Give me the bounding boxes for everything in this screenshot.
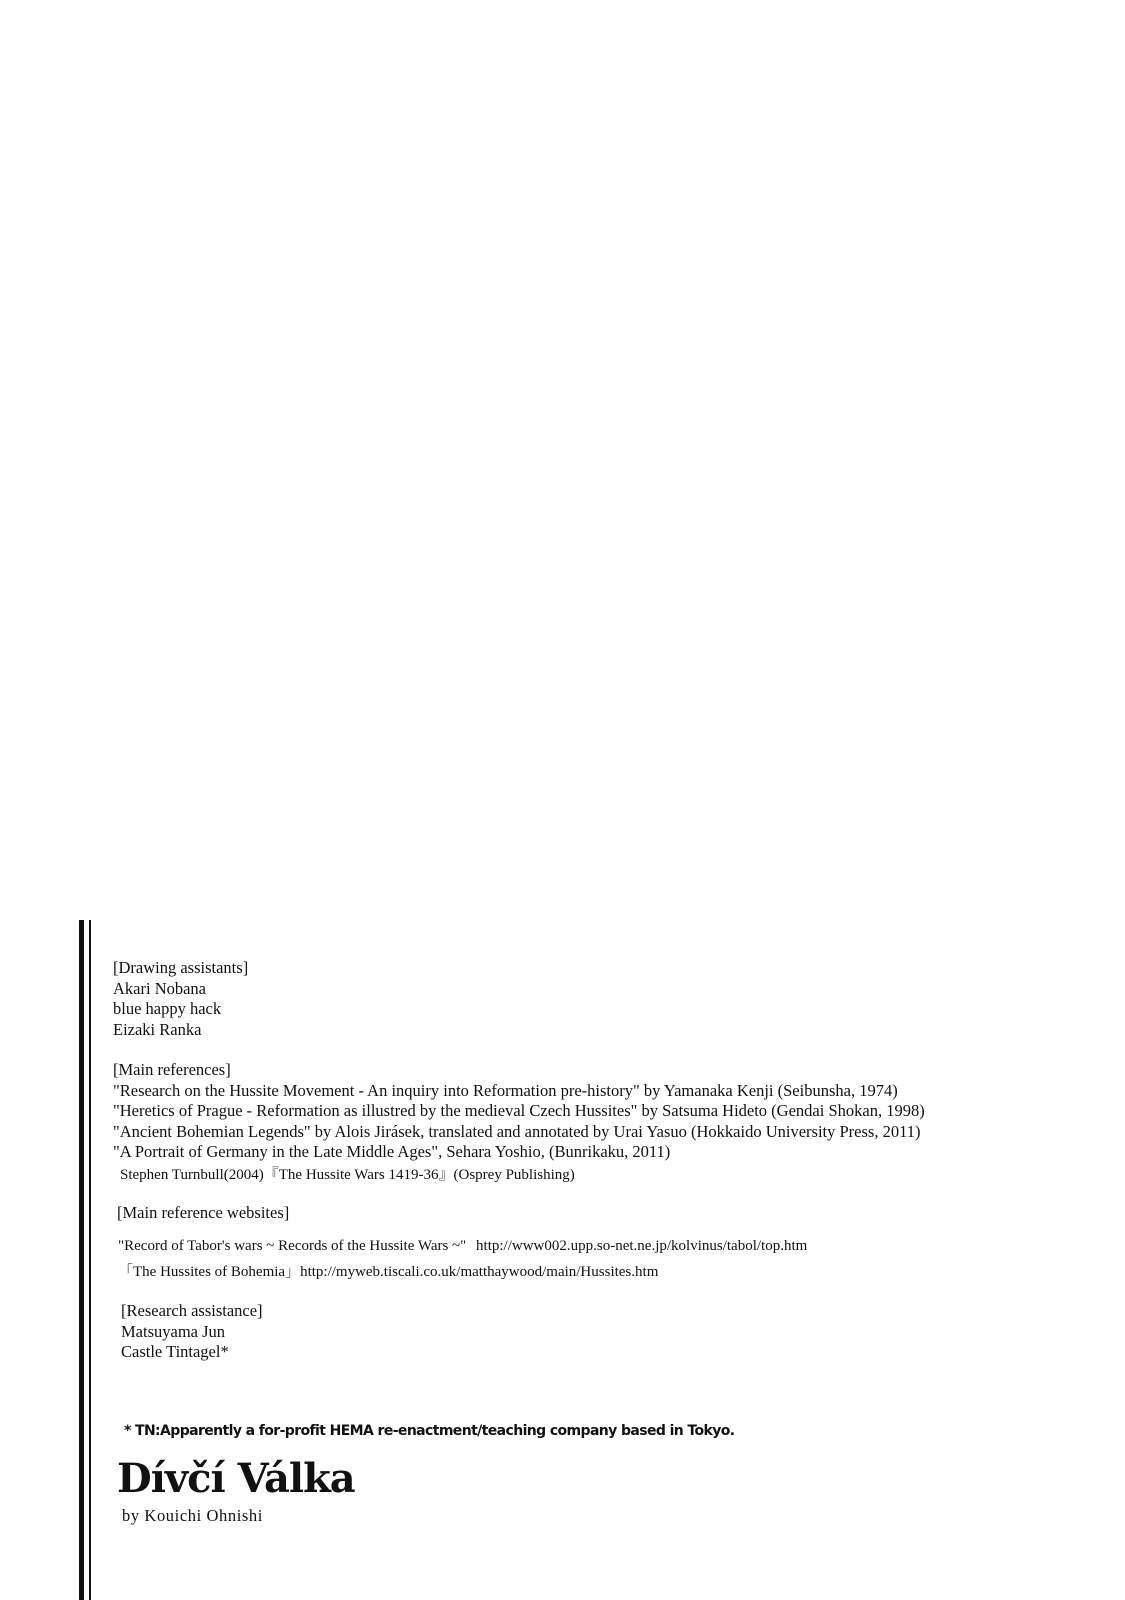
list-item: Akari Nobana	[113, 978, 207, 998]
list-item: "Heretics of Prague - Reformation as illustred by the medieval Czech Hussites" by Satsuma Hideto (Gendai Shokan, 1998)	[113, 1101, 925, 1120]
section-heading: [Main reference websites]	[117, 1203, 290, 1222]
website-title: "Record of Tabor's wars ~ Records of the Hussite Wars ~"	[118, 1238, 467, 1254]
left-border-thick	[79, 920, 84, 1600]
section-heading: [Main references]	[113, 1060, 231, 1079]
website-row	[118, 1262, 658, 1283]
list-item: "Research on the Hussite Movement - An inquiry into Reformation pre-history" by Yamanaka Kenji (Seibunsha, 1974)	[113, 1080, 898, 1100]
website-row	[118, 1236, 807, 1257]
list-item: Matsuyama Jun	[121, 1321, 226, 1341]
list-item: Castle Tintagel*	[121, 1342, 229, 1361]
drawing-assistants-section	[113, 958, 248, 1040]
section-heading: [Drawing assistants]	[113, 958, 249, 977]
list-item: "Ancient Bohemian Legends" by Alois Jirásek, translated and annotated by Urai Yasuo (Hokkaido University Press, 2011)	[113, 1121, 921, 1141]
research-assistance-section	[121, 1301, 263, 1363]
list-item: blue happy hack	[113, 999, 222, 1018]
byline: by Kouichi Ohnishi	[122, 1506, 263, 1525]
section-heading: [Research assistance]	[121, 1301, 263, 1320]
list-item: "A Portrait of Germany in the Late Middle Ages", Sehara Yoshio, (Bunrikaku, 2011)	[113, 1142, 671, 1161]
left-border-thin	[89, 920, 91, 1600]
website-title: 「The Hussites of Bohemia」	[118, 1264, 301, 1280]
main-references-section	[113, 1060, 925, 1163]
list-item: Eizaki Ranka	[113, 1019, 202, 1039]
translator-note: * TN:Apparently a for-profit HEMA re-enactment/teaching company based in Tokyo.	[124, 1423, 735, 1439]
title-logo: Dívčí Válka	[117, 1455, 355, 1502]
website-url[interactable]: http://www002.upp.so-net.ne.jp/kolvinus/tabol/top.htm	[476, 1238, 808, 1254]
list-item: Stephen Turnbull(2004)『The Hussite Wars 1419-36』(Osprey Publishing)	[120, 1167, 575, 1183]
website-url[interactable]: http://myweb.tiscali.co.uk/matthaywood/main/Hussites.htm	[300, 1264, 659, 1280]
